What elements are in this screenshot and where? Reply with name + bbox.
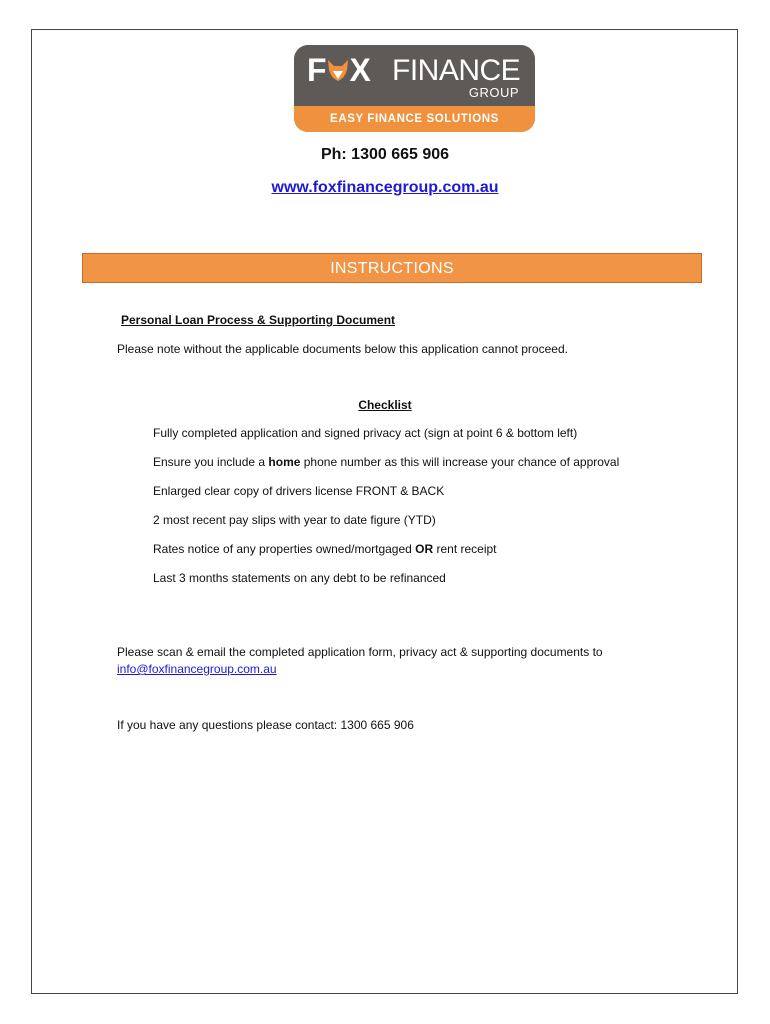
logo-tagline: EASY FINANCE SOLUTIONS bbox=[294, 106, 535, 132]
item-text: rent receipt bbox=[433, 542, 497, 556]
logo-letter-f: F bbox=[307, 52, 326, 88]
item-emphasis: home bbox=[268, 455, 301, 469]
checklist-item: Enlarged clear copy of drivers license FRONT & BACK bbox=[153, 484, 445, 498]
item-emphasis: OR bbox=[415, 542, 434, 556]
email-link[interactable]: info@foxfinancegroup.com.au bbox=[117, 662, 277, 676]
checklist-list bbox=[153, 425, 633, 599]
checklist-title: Checklist bbox=[358, 398, 412, 412]
website-link[interactable]: www.foxfinancegroup.com.au bbox=[271, 179, 499, 196]
checklist-item bbox=[153, 541, 633, 558]
section-title: Personal Loan Process & Supporting Document bbox=[121, 313, 396, 327]
logo-top-panel bbox=[294, 45, 535, 105]
item-text: phone number as this will increase your chance of approval bbox=[300, 455, 620, 469]
fox-finance-logo bbox=[294, 45, 535, 132]
scan-text: Please scan & email the completed application form, privacy act & supporting documents to bbox=[117, 645, 603, 659]
item-text: Ensure you include a bbox=[153, 455, 269, 469]
contact-line: If you have any questions please contact: 1300 665 906 bbox=[117, 718, 414, 732]
logo-fox-wordmark bbox=[307, 54, 370, 86]
checklist-item: 2 most recent pay slips with year to date figure (YTD) bbox=[153, 513, 436, 527]
instructions-banner: INSTRUCTIONS bbox=[82, 253, 702, 283]
item-text: Rates notice of any properties owned/mortgaged bbox=[153, 542, 416, 556]
requirement-note: Please note without the applicable documents below this application cannot proceed. bbox=[117, 342, 568, 356]
scan-instructions bbox=[117, 644, 677, 678]
phone-number: Ph: 1300 665 906 bbox=[320, 146, 450, 163]
checklist-item: Fully completed application and signed privacy act (sign at point 6 & bottom left) bbox=[153, 426, 578, 440]
checklist-item: Last 3 months statements on any debt to be refinanced bbox=[153, 571, 446, 585]
logo-letter-x: X bbox=[349, 52, 370, 88]
fox-head-icon bbox=[327, 58, 349, 82]
checklist-item bbox=[153, 454, 633, 471]
logo-finance-text: FINANCE bbox=[392, 54, 521, 87]
logo-group-text: GROUP bbox=[468, 85, 519, 100]
